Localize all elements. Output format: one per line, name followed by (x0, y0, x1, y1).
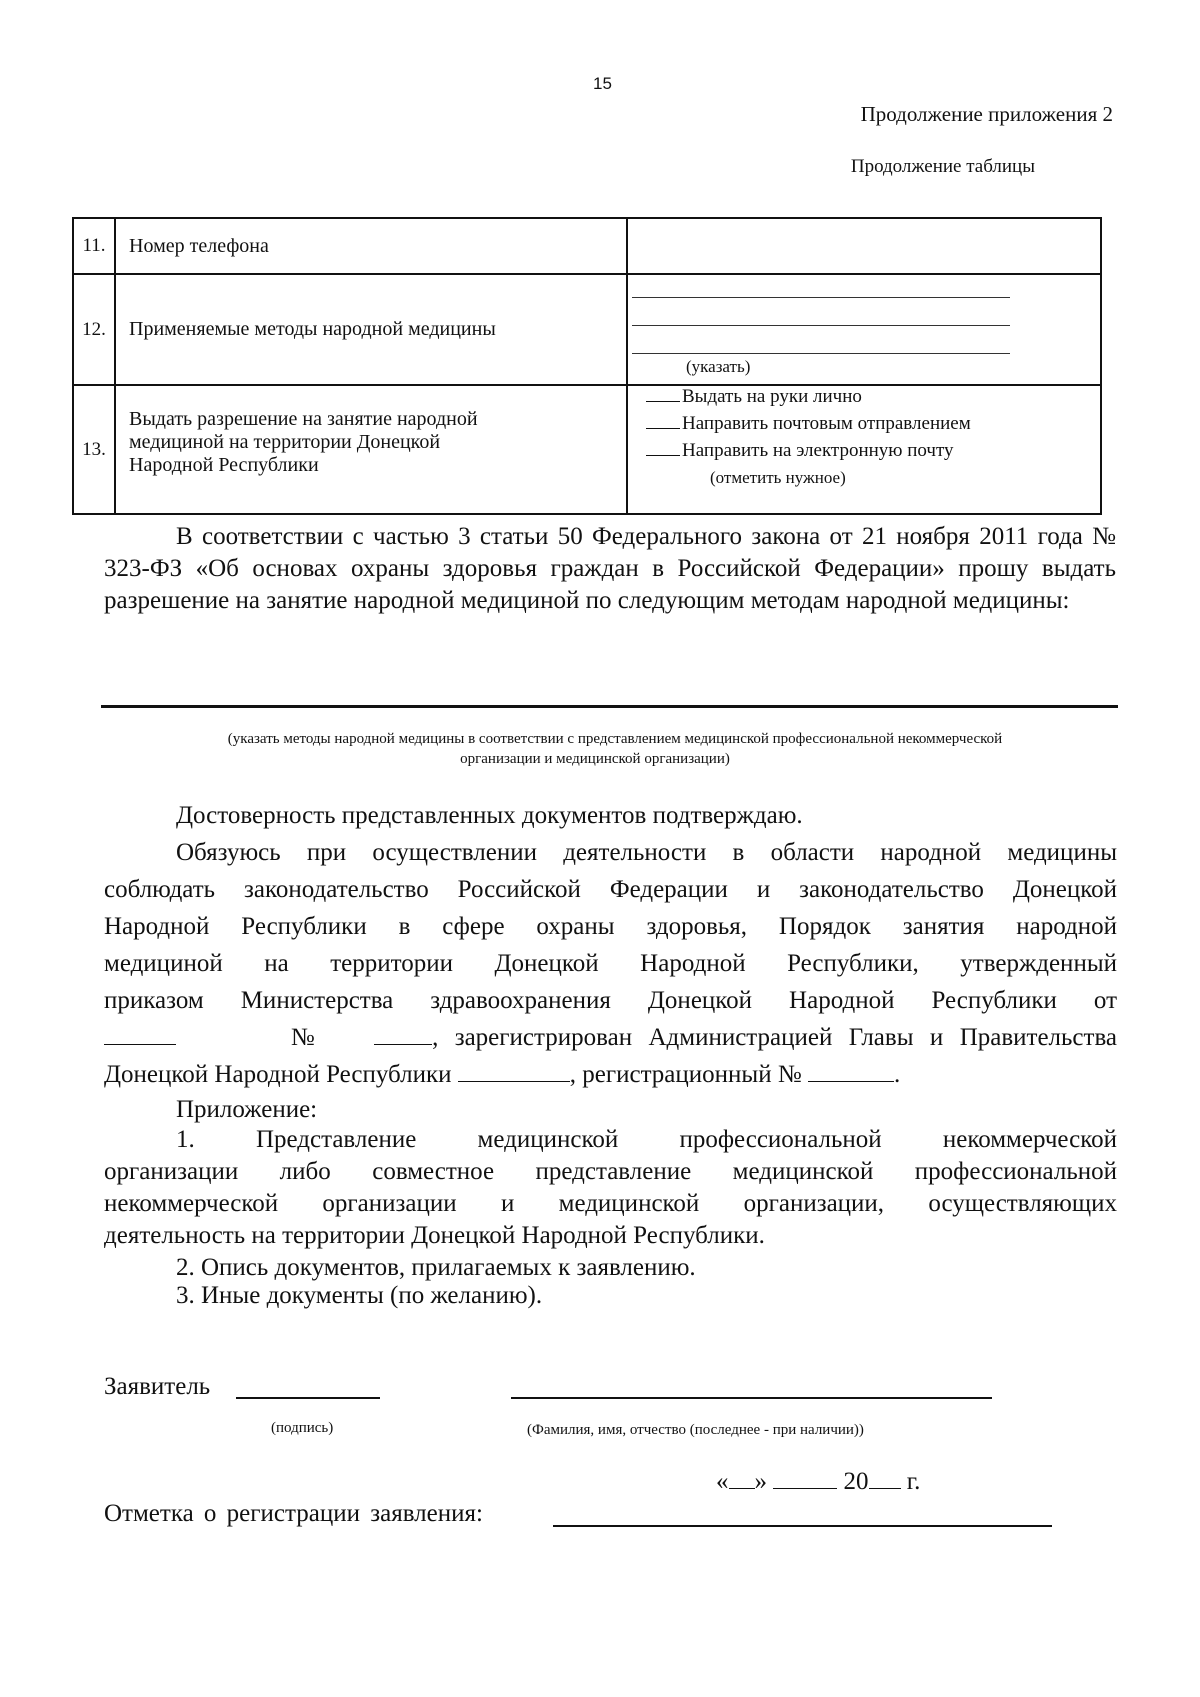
table-row (73, 385, 1101, 514)
fill-line (632, 297, 1010, 298)
delivery-option[interactable]: Направить на электронную почту (646, 440, 954, 462)
registration-line: Донецкой Народной Республики , регистрационный № . (104, 1061, 901, 1088)
row-label: Применяемые методы народной медицины (115, 274, 627, 385)
attachments-title: Приложение: (176, 1096, 318, 1123)
checkbox-blank[interactable] (646, 428, 680, 429)
field-hint: (указать) (686, 357, 751, 376)
phone-number-field[interactable] (627, 218, 1101, 274)
row-label: Номер телефона (115, 218, 627, 274)
signature-field[interactable] (236, 1397, 380, 1399)
order-date-blank[interactable] (104, 1022, 176, 1045)
continuation-appendix-label: Продолжение приложения 2 (860, 102, 1113, 126)
row-number: 11. (73, 218, 115, 274)
full-name-caption: (Фамилия, имя, отчество (последнее - при наличии)) (527, 1422, 864, 1438)
table-row (73, 274, 1101, 385)
full-name-field[interactable] (511, 1397, 992, 1399)
request-paragraph: В соответствии с частью 3 статьи 50 Федерального закона от 21 ноября 2011 года № 323-ФЗ «Об основах охраны здоровья граждан в Российской Федерации» прошу выдать разрешение на занятие народной медициной по следующим методам народной медицины: (104, 523, 1116, 614)
order-line: № , зарегистрирован Администрацией Главы и Правительства (104, 1019, 1117, 1056)
confirm-text: Достоверность представленных документов подтверждаю. (176, 802, 803, 829)
row-number: 12. (73, 274, 115, 385)
attachments-block: Приложение: 1. Представление медицинской профессиональной некоммерческой организации либо совместное представление медицинской профессиональной некоммерческой организации и медицинской организации, осуществляющих деятельность на территории Донецкой Народной Республики. 2. Опись документов, прилагаемых к заявлению. 3. Иные документы (по желанию). (104, 1096, 1117, 1309)
month-blank[interactable] (773, 1466, 837, 1489)
delivery-option[interactable]: Выдать на руки лично (646, 386, 862, 408)
registration-mark-label: Отметка о регистрации заявления: (104, 1500, 483, 1527)
methods-caption-line1: (указать методы народной медицины в соответствии с представлением медицинской профессиональной некоммерческой (227, 731, 1003, 747)
signature-caption: (подпись) (271, 1420, 334, 1436)
checkbox-blank[interactable] (646, 455, 680, 456)
registration-mark-field[interactable] (553, 1525, 1052, 1527)
declaration-block: Достоверность представленных документов подтверждаю. Обязуюсь при осуществлении деятельности в области народной медицины соблюдать законодательство Российской Федерации и законодательство Донецкой Народной Республики в сфере охраны здоровья, Порядок занятия народной медициной на территории Донецкой Народной Республики, утвержденный приказом Министерства здравоохранения Донецкой Народной Республики от № , зарегистрирован Администрацией Главы и Правительства Донецкой Народной Республики , регистрационный № . (104, 797, 1117, 1093)
page-number: 15 (593, 74, 612, 93)
row-number: 13. (73, 385, 115, 514)
field-hint: (отметить нужное) (710, 468, 846, 487)
order-number-blank[interactable] (374, 1022, 432, 1045)
delivery-method-field (627, 385, 1101, 514)
day-blank[interactable] (729, 1466, 755, 1489)
application-form-table (72, 217, 1102, 515)
row-label: Выдать разрешение на занятие народной медициной на территории Донецкой Народной Республики (115, 385, 627, 514)
delivery-option[interactable]: Направить почтовым отправлением (646, 413, 971, 435)
fill-line (632, 325, 1010, 326)
continuation-table-label: Продолжение таблицы (850, 156, 1035, 177)
checkbox-blank[interactable] (646, 401, 680, 402)
methods-field[interactable] (627, 274, 1101, 385)
fill-line (632, 353, 1010, 354)
year-blank[interactable] (869, 1466, 901, 1489)
table-row (73, 218, 1101, 274)
applicant-label: Заявитель (104, 1373, 211, 1400)
date-line: « » 20 г. (716, 1468, 921, 1495)
registration-date-blank[interactable] (458, 1059, 570, 1082)
methods-fill-line[interactable] (101, 705, 1118, 708)
registration-number-blank[interactable] (808, 1059, 894, 1082)
methods-caption-line2: организации и медицинской организации) (460, 751, 730, 767)
